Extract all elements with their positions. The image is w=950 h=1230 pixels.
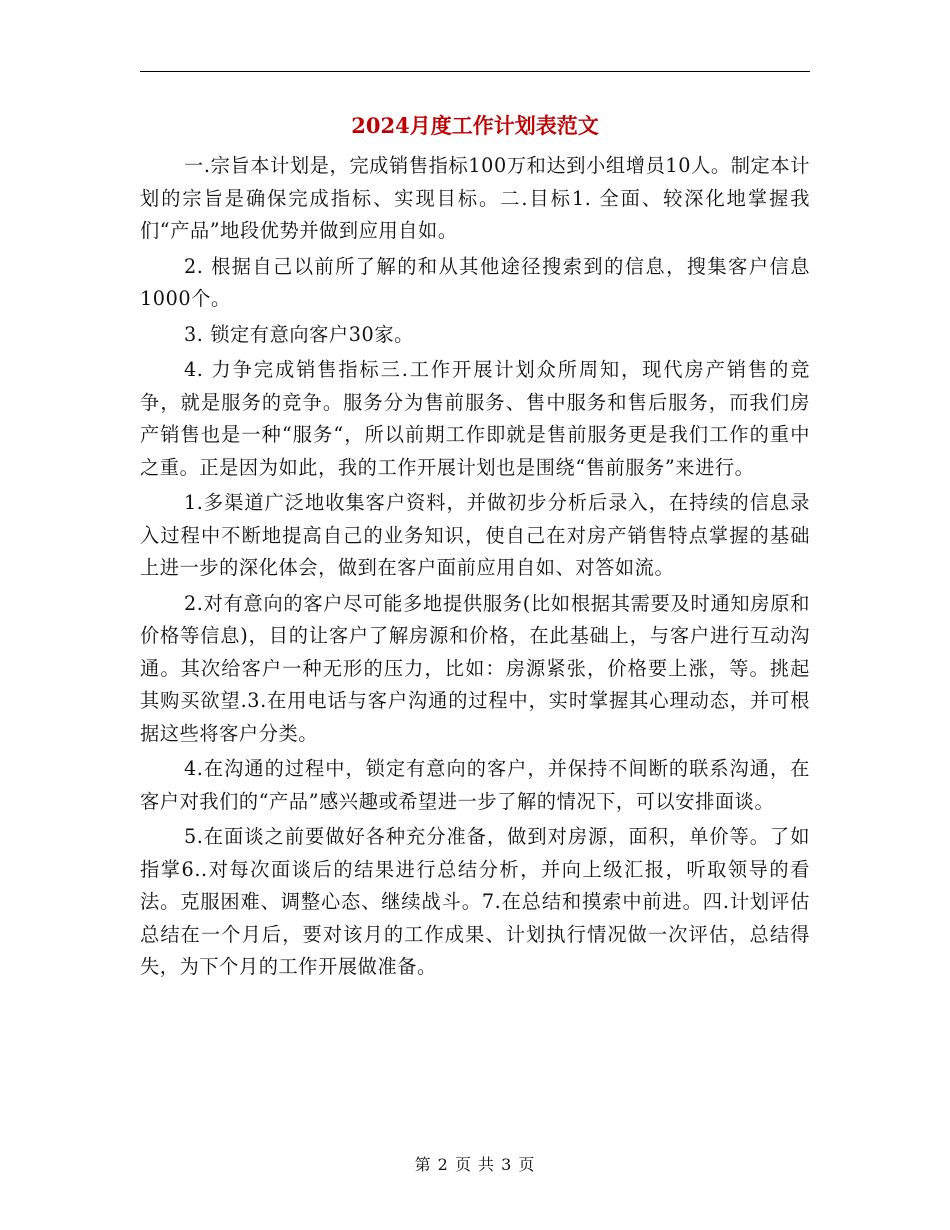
paragraph-goal-2: 2. 根据自己以前所了解的和从其他途径搜索到的信息，搜集客户信息1000个。 <box>140 254 810 310</box>
document-body <box>140 150 810 987</box>
paragraph-plan-item-1: 1.多渠道广泛地收集客户资料，并做初步分析后录入，在持续的信息录入过程中不断地提高自己的业务知识，使自己在对房产销售特点掌握的基础上进一步的深化体会，做到在客户面前应用自如、对答如流。 <box>140 491 810 579</box>
paragraph-work-plan: 4. 力争完成销售指标三.工作开展计划众所周知，现代房产销售的竞争，就是服务的竞争。服务分为售前服务、售中服务和售后服务，而我们房产销售也是一种“服务“，所以前期工作即就是售前服务更是我们工作的重中之重。正是因为如此，我的工作开展计划也是围绕“售前服务”来进行。 <box>140 358 810 479</box>
document-title: 2024月度工作计划表范文 <box>351 113 599 138</box>
page-number: 第 2 页 共 3 页 <box>414 1155 536 1174</box>
paragraph-goal-3: 3. 锁定有意向客户30家。 <box>184 322 414 346</box>
header-rule <box>140 71 810 72</box>
paragraph-purpose-goals: 一.宗旨本计划是，完成销售指标100万和达到小组增员10人。制定本计划的宗旨是确保完成指标、实现目标。二.目标1. 全面、较深化地掌握我们“产品”地段优势并做到应用自如。 <box>140 154 810 242</box>
paragraph-plan-item-2: 2.对有意向的客户尽可能多地提供服务(比如根据其需要及时通知房原和价格等信息)，目的让客户了解房源和价格，在此基础上，与客户进行互动沟通。其次给客户一种无形的压力，比如：房源紧张，价格要上涨，等。挑起其购买欲望.3.在用电话与客户沟通的过程中，实时掌握其心理动态，并可根据这些将客户分类。 <box>140 591 810 745</box>
paragraph-plan-item-5: 5.在面谈之前要做好各种充分准备，做到对房源，面积，单价等。了如指掌6..对每次面谈后的结果进行总结分析，并向上级汇报，听取领导的看法。克服困难、调整心态、继续战斗。7.在总结和摸索中前进。四.计划评估总结在一个月后，要对该月的工作成果、计划执行情况做一次评估，总结得失，为下个月的工作开展做准备。 <box>140 825 810 978</box>
paragraph-plan-item-4: 4.在沟通的过程中，锁定有意向的客户，并保持不间断的联系沟通，在客户对我们的“产品”感兴趣或希望进一步了解的情况下，可以安排面谈。 <box>140 757 810 813</box>
page-footer <box>140 1154 810 1176</box>
